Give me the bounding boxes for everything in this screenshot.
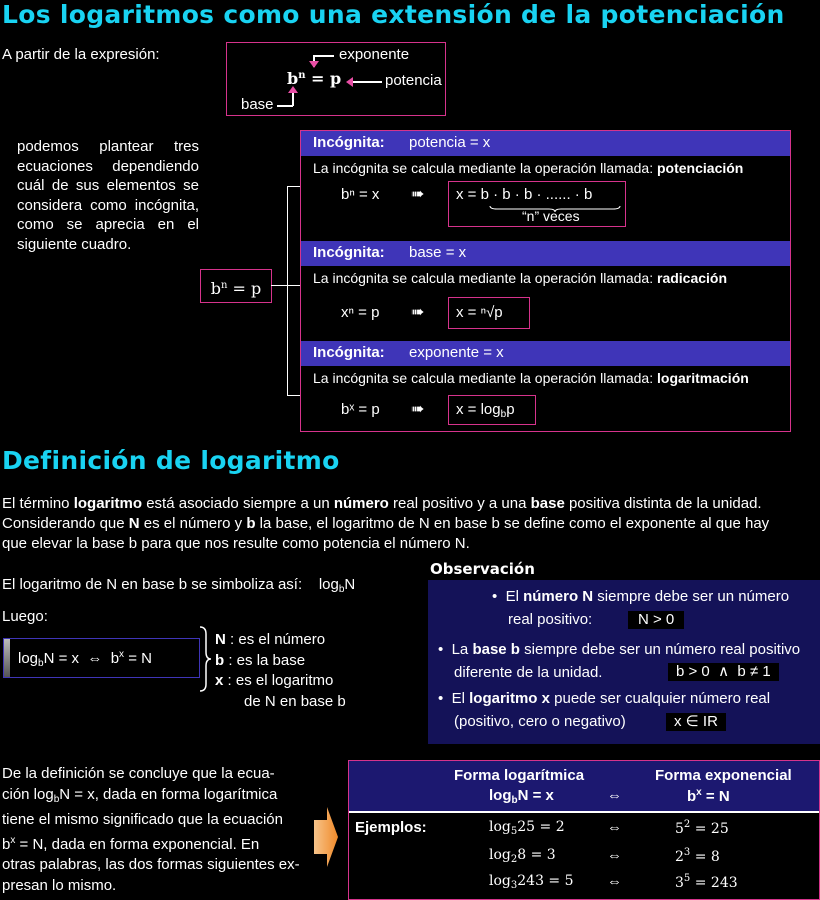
observacion-panel: [428, 580, 820, 744]
incognita-label: Incógnita:: [313, 244, 385, 261]
table-row: $\log_3243 = 5$: [489, 873, 574, 891]
legend-item: de N en base b: [244, 692, 346, 710]
definition-formula: $\log_bN = x$ ⇔ $b^x = N$: [18, 649, 152, 669]
case-right-exponente: $x = \log_bp$: [456, 401, 515, 420]
case-left-potencia: bⁿ = x: [341, 186, 380, 203]
cases-frame: [300, 130, 791, 432]
table-row: $3^5 = 243$: [675, 873, 738, 891]
header-log-form: Forma logarítmica: [454, 767, 585, 784]
table-row: $\log_525 = 2$: [489, 819, 565, 837]
case-left-base: xⁿ = p: [341, 304, 380, 321]
table-row: $2^3 = 8$: [675, 847, 720, 865]
obs-box-b: b > 0 ∧ b ≠ 1: [668, 663, 779, 681]
case-desc-base: La incógnita se calcula mediante la operación llamada: radicación: [313, 270, 728, 286]
obs-bullet-2: • La base b siempre debe ser un número real positivo: [438, 641, 801, 658]
case-desc-potencia: La incógnita se calcula mediante la operación llamada: potenciación: [313, 160, 744, 176]
base-label: base: [241, 96, 274, 113]
case-right-potencia: x = b · b · b · ...... · b: [456, 186, 593, 203]
incognita-value: exponente = x: [409, 344, 504, 361]
incognita-label: Incógnita:: [313, 344, 385, 361]
case-header-potencia: [301, 131, 790, 156]
legend-item: b : es la base: [215, 651, 306, 669]
arrow-icon: ➠: [411, 401, 425, 418]
side-paragraph: podemos plantear tres ecuaciones dependiendo cuál de sus elementos se considera como incógnita, como se aprecia en el siguiente cuadro.: [17, 138, 199, 253]
case-right-box-base: [448, 297, 530, 329]
symbol-line: El logaritmo de N en base b se simboliza así: $\log_bN$: [2, 576, 356, 595]
obs-bullet-2-cont: diferente de la unidad.: [454, 664, 603, 681]
luego-label: Luego:: [2, 608, 48, 625]
conclusion-paragraph: De la definición se concluye que la ecua- ción $\log_bN = x$, dada en forma logarítmica tiene el mismo significado que la ecuación $b^x = N$, dada en forma exponencial. En otras palabras, las dos formas siguientes ex- presan lo mismo.: [2, 765, 300, 894]
iff-icon: ⇔: [607, 847, 622, 864]
case-header-base: [301, 241, 790, 266]
table-row: $5^2 = 25$: [675, 819, 729, 837]
definition-box: [3, 638, 200, 678]
incognita-value: potencia = x: [409, 134, 491, 151]
intro-label: A partir de la expresión:: [2, 46, 160, 63]
case-right-base: x = ⁿ√p: [456, 304, 503, 321]
iff-icon: ⇔: [607, 819, 622, 836]
legend-list: [215, 630, 346, 712]
obs-bullet-1: • El número N siempre debe ser un número: [492, 588, 790, 605]
observacion-title: Observación: [430, 560, 535, 578]
table-row: $\log_28 = 3$: [489, 847, 556, 865]
case-right-box-potencia: [448, 181, 626, 227]
obs-bullet-3: • El logaritmo x puede ser cualquier número real: [438, 690, 771, 707]
ejemplos-label: Ejemplos:: [355, 819, 427, 836]
header-exp-formula: $b^x = N$: [687, 787, 730, 805]
legend-item: x : es el logaritmo: [215, 672, 334, 689]
section-title-definicion: Definición de logaritmo: [2, 446, 340, 475]
obs-box-n: N > 0: [628, 611, 684, 629]
legend-item: N : es el número: [215, 631, 326, 648]
arrow-icon: ➠: [411, 304, 425, 321]
potencia-label: potencia: [385, 72, 442, 89]
incognita-value: base = x: [409, 244, 467, 261]
iff-icon: ⇔: [607, 787, 622, 804]
case-header-exponente: [301, 341, 790, 366]
exponente-label: exponente: [339, 46, 410, 63]
section-title-extension: Los logaritmos como una extensión de la potenciación: [2, 0, 785, 29]
n-veces-label: “n” veces: [522, 208, 580, 224]
root-formula-box: $b^n = p$: [200, 269, 272, 303]
header-exp-form: Forma exponencial: [655, 767, 792, 784]
arrow-icon: ➠: [411, 186, 425, 203]
incognita-label: Incógnita:: [313, 134, 385, 151]
definition-paragraph: El término logaritmo está asociado siempre a un número real positivo y a una base positiva distinta de la unidad. Considerando que N es el número y b la base, el logaritmo de N en base b se define como el exponente al que hay que elevar la base b para que nos resulte como potencia el número N.: [2, 495, 770, 552]
expression-formula: $b^n = p$: [287, 69, 342, 88]
obs-bullet-1-cont: real positivo:: [508, 611, 593, 628]
case-desc-exponente: La incógnita se calcula mediante la operación llamada: logaritmación: [313, 370, 749, 386]
obs-box-x: x ∈ IR: [666, 713, 726, 731]
expression-box: [226, 42, 446, 116]
iff-icon: ⇔: [607, 873, 622, 890]
obs-bullet-3-cont: (positivo, cero o negativo): [454, 713, 626, 730]
case-right-box-exponente: [448, 395, 536, 425]
table-header: [349, 761, 819, 811]
header-log-formula: $\log_bN = x$: [489, 787, 554, 806]
forms-table: [348, 760, 820, 900]
orange-arrow-icon: [313, 806, 339, 868]
case-left-exponente: bˣ = p: [341, 401, 380, 418]
